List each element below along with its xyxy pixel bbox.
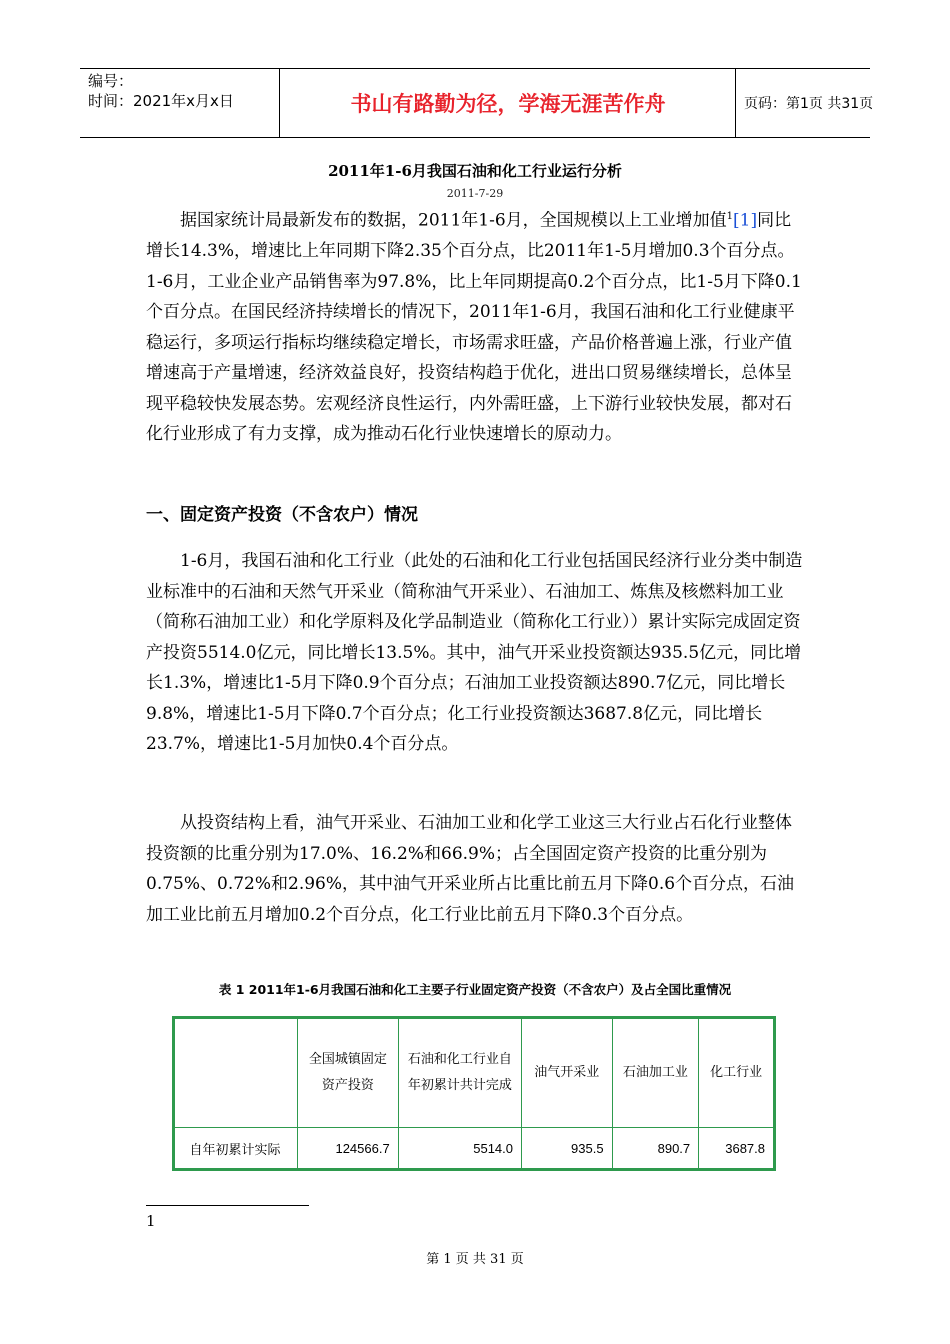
code-label: 编号： — [88, 72, 134, 90]
document-header — [80, 68, 874, 138]
section-heading-1: 一、固定资产投资（不含农户）情况 — [146, 505, 418, 525]
header-page-info: 页码：第1页 共31页 — [744, 96, 874, 112]
footnote: 1 — [146, 1212, 156, 1230]
table-cell: 935.5 — [522, 1128, 613, 1170]
table-header-cell: 化工行业 — [699, 1018, 775, 1128]
table-caption: 表 1 2011年1-6月我国石油和化工主要子行业固定资产投资（不含农户）及占全国比重情况 — [218, 982, 732, 997]
investment-table — [172, 1016, 776, 1171]
table-header-cell: 油气开采业 — [522, 1018, 613, 1128]
table-row-label: 自年初累计实际 — [174, 1128, 298, 1170]
header-meta — [80, 69, 280, 137]
table-header-cell — [174, 1018, 298, 1128]
paragraph-3-text: 从投资结构上看，油气开采业、石油加工业和化学工业这三大行业占石化行业整体投资额的比重分别为17.0%、16.2%和66.9%；占全国固定资产投资的比重分别为0.75%、0.72%和2.96%，其中油气开采业所占比重比前五月下降0.6个百分点，石油加工业比前五月增加0.2个百分点，化工行业比前五月下降0.3个百分点。 — [146, 813, 795, 925]
table-header-cell: 石油和化工行业自年初累计共计完成 — [398, 1018, 521, 1128]
table-cell: 5514.0 — [398, 1128, 521, 1170]
table-cell: 3687.8 — [699, 1128, 775, 1170]
page-footer: 第 1 页 共 31 页 — [426, 1252, 524, 1267]
paragraph-1-text-a: 据国家统计局最新发布的数据，2011年1-6月，全国规模以上工业增加值 — [180, 210, 727, 231]
table-header-row — [174, 1018, 775, 1128]
footnote-divider — [146, 1205, 309, 1206]
footnote-link[interactable]: [1] — [733, 210, 758, 231]
document-date: 2011-7-29 — [446, 187, 504, 200]
table-header-cell: 全国城镇固定资产投资 — [298, 1018, 399, 1128]
paragraph-1-text-b: 同比增长14.3%，增速比上年同期下降2.35个百分点，比2011年1-5月增加0.3个百分点。1-6月，工业企业产品销售率为97.8%，比上年同期提高0.2个百分点，比1-5月下降0.1个百分点。在国民经济持续增长的情况下，2011年1-6月，我国石油和化工行业健康平稳运行，多项运行指标均继续稳定增长，市场需求旺盛，产品价格普遍上涨，行业产值增速高于产量增速，经济效益良好，投资结构趋于优化，进出口贸易继续增长，总体呈现平稳较快发展态势。宏观经济良性运行，内外需旺盛，上下游行业较快发展，都对石化行业形成了有力支撑，成为推动石化行业快速增长的原动力。 — [146, 210, 802, 445]
table-header-cell: 石油加工业 — [612, 1018, 699, 1128]
header-motto: 书山有路勤为径，学海无涯苦作舟 — [281, 69, 736, 137]
paragraph-3 — [146, 808, 806, 930]
table-cell: 890.7 — [612, 1128, 699, 1170]
footnote-ref[interactable]: 1 — [726, 211, 734, 222]
document-title: 2011年1-6月我国石油和化工行业运行分析 — [328, 162, 622, 180]
time-label: 时间：2021年x月x日 — [88, 92, 234, 110]
paragraph-2 — [146, 546, 806, 760]
table-cell: 124566.7 — [298, 1128, 399, 1170]
paragraph-1 — [146, 202, 806, 450]
paragraph-2-text: 1-6月，我国石油和化工行业（此处的石油和化工行业包括国民经济行业分类中制造业标准中的石油和天然气开采业（简称油气开采业）、石油加工、炼焦及核燃料加工业（简称石油加工业）和化学原料及化学品制造业（简称化工行业））累计实际完成固定资产投资5514.0亿元，同比增长13.5%。其中，油气开采业投资额达935.5亿元，同比增长1.3%，增速比1-5月下降0.9个百分点；石油加工业投资额达890.7亿元，同比增长9.8%，增速比1-5月下降0.7个百分点；化工行业投资额达3687.8亿元，同比增长23.7%，增速比1-5月加快0.4个百分点。 — [146, 551, 803, 754]
table-row — [174, 1128, 775, 1170]
